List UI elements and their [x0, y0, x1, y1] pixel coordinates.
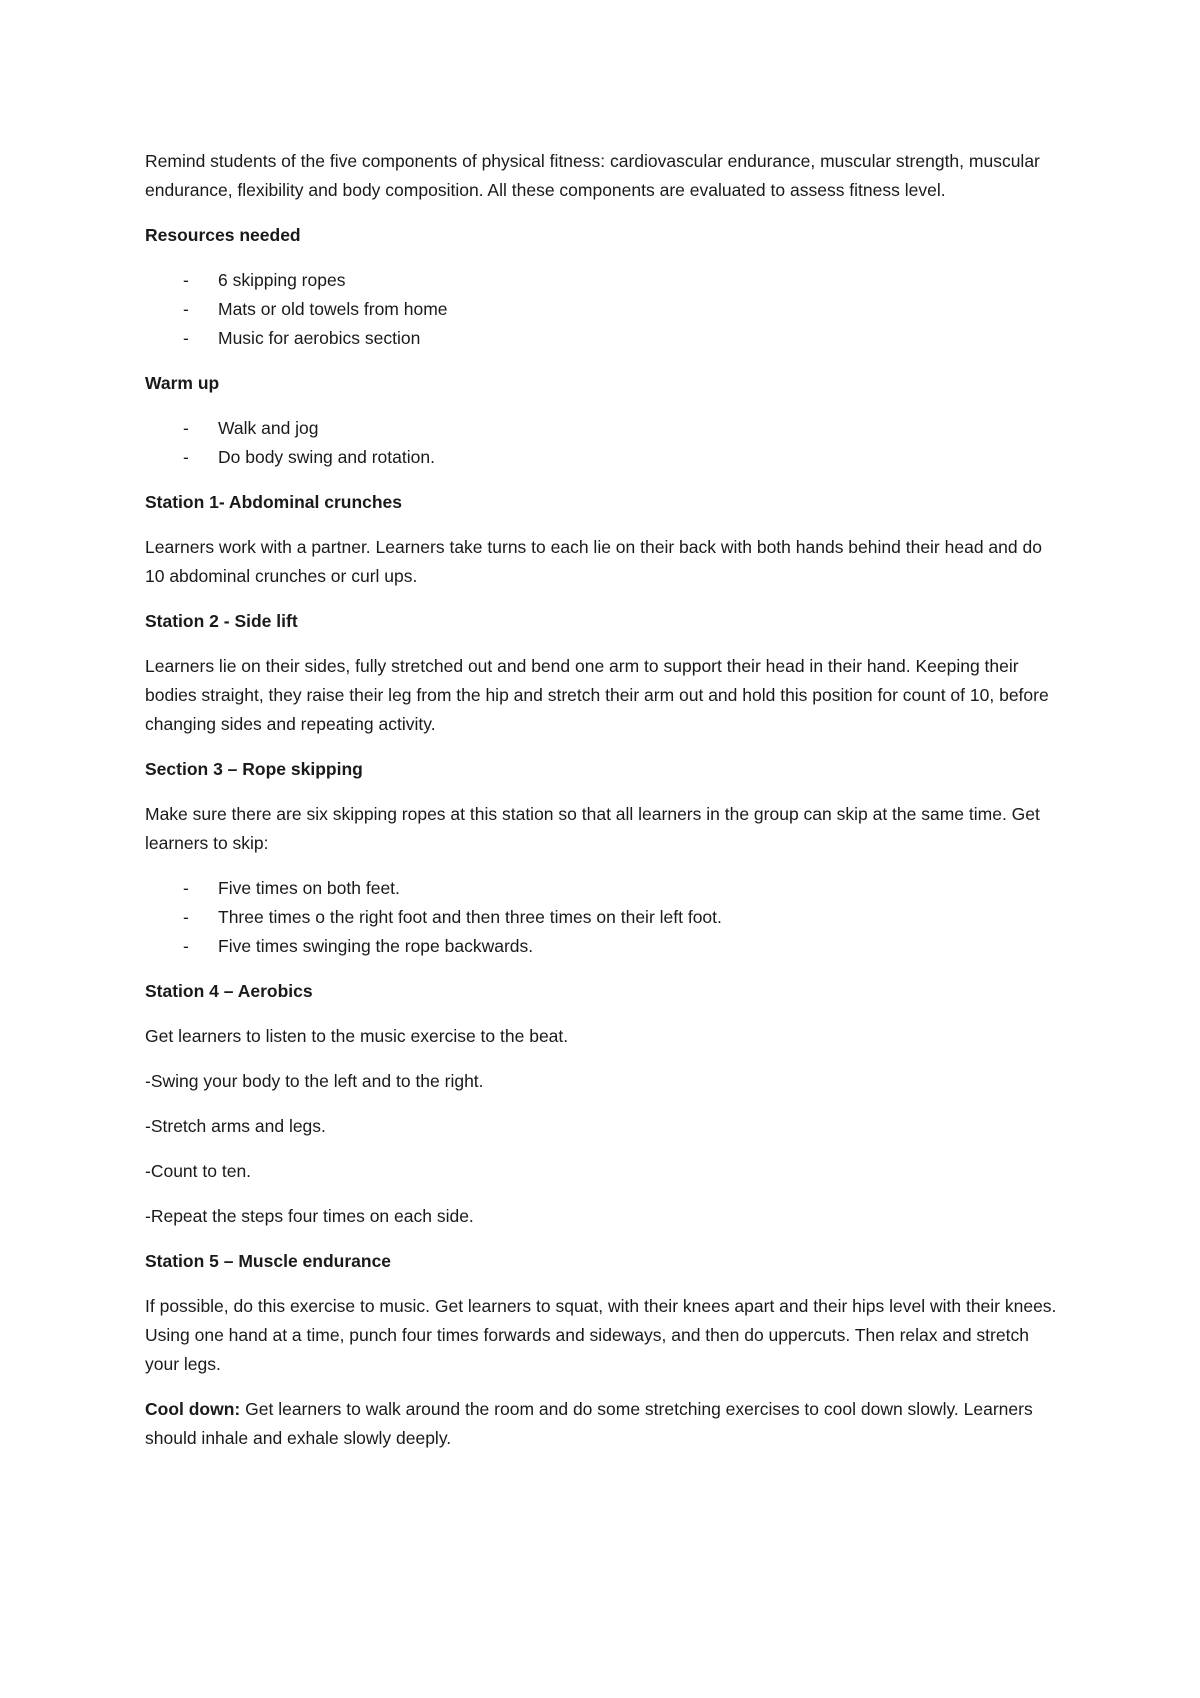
warmup-list: [145, 414, 1065, 472]
resources-list: [145, 266, 1065, 353]
list-item: - Walk and jog: [145, 414, 1065, 443]
section3-list: [145, 874, 1065, 961]
cooldown-label: Cool down:: [145, 1399, 241, 1419]
section3-heading: Section 3 – Rope skipping: [145, 759, 363, 779]
station2-heading: Station 2 - Side lift: [145, 611, 298, 631]
station5-text: If possible, do this exercise to music. Get learners to squat, with their knees apart and their hips level with their knees. Using one hand at a time, punch four times forwards and sideways, and then do uppercuts. Then relax and stretch your legs.: [145, 1296, 1057, 1374]
station4-step: -Count to ten.: [145, 1161, 252, 1181]
list-item: - Five times swinging the rope backwards.: [145, 932, 1065, 961]
station4-step: -Swing your body to the left and to the right.: [145, 1071, 484, 1091]
intro-paragraph: Remind students of the five components of physical fitness: cardiovascular endurance, muscular strength, muscular endurance, flexibility and body composition. All these components are evaluated to assess fitness level.: [145, 151, 1040, 200]
station4-step: -Stretch arms and legs.: [145, 1116, 326, 1136]
station1-heading: Station 1- Abdominal crunches: [145, 492, 403, 512]
section3-text: Make sure there are six skipping ropes at this station so that all learners in the group can skip at the same time. Get learners to skip:: [145, 804, 1040, 853]
list-item: - Mats or old towels from home: [145, 295, 1065, 324]
station2-text: Learners lie on their sides, fully stretched out and bend one arm to support their head in their hand. Keeping their bodies straight, they raise their leg from the hip and stretch their arm out and hold this position for count of 10, before changing sides and repeating activity.: [145, 656, 1049, 734]
station5-heading: Station 5 – Muscle endurance: [145, 1251, 392, 1271]
list-item: - Five times on both feet.: [145, 874, 1065, 903]
document-body: [145, 147, 1065, 1469]
list-item: - Music for aerobics section: [145, 324, 1065, 353]
list-item: - Do body swing and rotation.: [145, 443, 1065, 472]
station4-text: Get learners to listen to the music exercise to the beat.: [145, 1026, 569, 1046]
list-item: - 6 skipping ropes: [145, 266, 1065, 295]
station4-heading: Station 4 – Aerobics: [145, 981, 313, 1001]
cooldown-paragraph: [145, 1395, 1065, 1453]
cooldown-text: Get learners to walk around the room and do some stretching exercises to cool down slowly. Learners should inhale and exhale slowly deeply.: [145, 1399, 1033, 1448]
station4-step: -Repeat the steps four times on each side.: [145, 1206, 474, 1226]
station1-text: Learners work with a partner. Learners take turns to each lie on their back with both hands behind their head and do 10 abdominal crunches or curl ups.: [145, 537, 1042, 586]
list-item: - Three times o the right foot and then three times on their left foot.: [145, 903, 1065, 932]
warmup-heading: Warm up: [145, 373, 220, 393]
resources-heading: Resources needed: [145, 225, 301, 245]
